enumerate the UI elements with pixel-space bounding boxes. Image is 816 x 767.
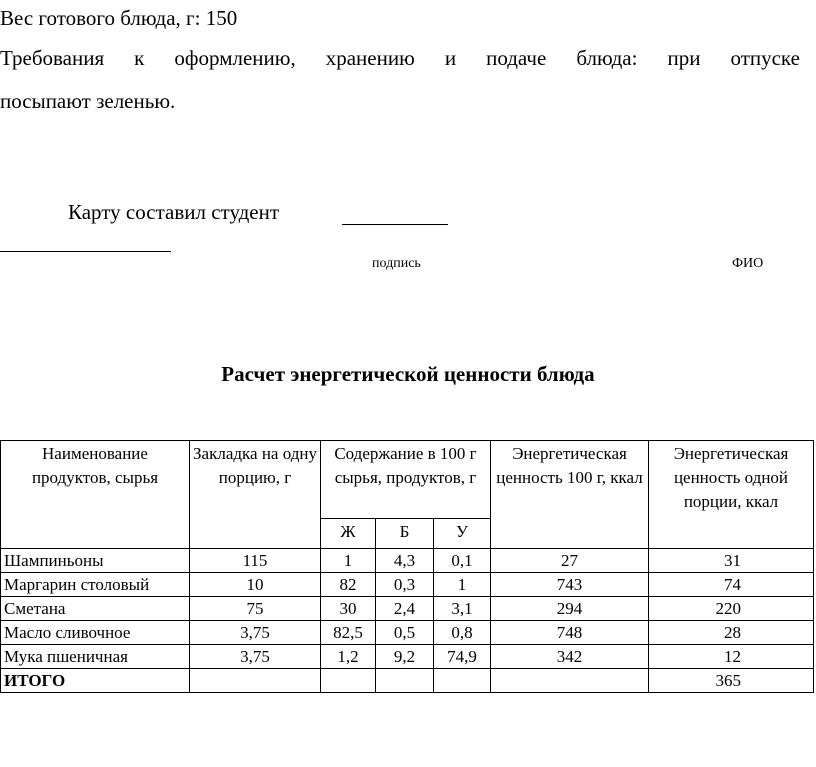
header-content: Содержание в 100 г сырья, продуктов, г (321, 441, 491, 519)
header-energy-100: Энергетическая ценность 100 г, ккал (491, 441, 649, 549)
header-product: Наименование продуктов, сырья (1, 441, 190, 549)
cell-protein: 0,3 (376, 573, 434, 597)
table-row (1, 549, 814, 573)
cell-energy-100: 342 (491, 645, 649, 669)
dish-weight-line: Вес готового блюда, г: 150 (0, 6, 238, 30)
req-word: блюда: (576, 46, 638, 70)
total-row (1, 669, 814, 693)
energy-value-table (0, 440, 814, 693)
total-value: 365 (649, 669, 814, 693)
req-word: отпуске (730, 46, 800, 70)
empty-cell (434, 669, 491, 693)
cell-portion: 3,75 (190, 645, 321, 669)
cell-product: Шампиньоны (1, 549, 190, 573)
cell-protein: 9,2 (376, 645, 434, 669)
cell-carb: 0,1 (434, 549, 491, 573)
requirements-line-1 (0, 46, 800, 70)
req-word: хранению (325, 46, 415, 70)
cell-energy-portion: 74 (649, 573, 814, 597)
cell-energy-portion: 28 (649, 621, 814, 645)
cell-protein: 2,4 (376, 597, 434, 621)
cell-portion: 10 (190, 573, 321, 597)
empty-cell (491, 669, 649, 693)
cell-carb: 1 (434, 573, 491, 597)
cell-protein: 4,3 (376, 549, 434, 573)
req-word: подаче (486, 46, 547, 70)
cell-portion: 3,75 (190, 621, 321, 645)
empty-cell (321, 669, 376, 693)
cell-product: Мука пшеничная (1, 645, 190, 669)
req-word: Требования (0, 46, 105, 70)
cell-portion: 115 (190, 549, 321, 573)
cell-fat: 82,5 (321, 621, 376, 645)
cell-carb: 74,9 (434, 645, 491, 669)
signature-blank-line (342, 224, 448, 225)
cell-energy-portion: 12 (649, 645, 814, 669)
req-word: и (444, 46, 457, 70)
header-carb: У (434, 519, 491, 549)
table-row (1, 597, 814, 621)
cell-energy-100: 27 (491, 549, 649, 573)
cell-product: Сметана (1, 597, 190, 621)
req-word: к (134, 46, 145, 70)
cell-energy-portion: 31 (649, 549, 814, 573)
header-energy-portion: Энергетическая ценность одной порции, ккал (649, 441, 814, 549)
cell-product: Маргарин столовый (1, 573, 190, 597)
table-row (1, 573, 814, 597)
req-word: оформлению, (174, 46, 296, 70)
cell-energy-portion: 220 (649, 597, 814, 621)
cell-fat: 1,2 (321, 645, 376, 669)
name-caption: ФИО (732, 256, 764, 271)
cell-energy-100: 294 (491, 597, 649, 621)
cell-energy-100: 748 (491, 621, 649, 645)
req-word: при (667, 46, 701, 70)
signature-caption: подпись (372, 256, 421, 271)
cell-portion: 75 (190, 597, 321, 621)
cell-product: Масло сливочное (1, 621, 190, 645)
cell-fat: 1 (321, 549, 376, 573)
header-fat: Ж (321, 519, 376, 549)
cell-energy-100: 743 (491, 573, 649, 597)
empty-cell (376, 669, 434, 693)
empty-cell (190, 669, 321, 693)
cell-carb: 3,1 (434, 597, 491, 621)
total-label: ИТОГО (1, 669, 190, 693)
cell-fat: 30 (321, 597, 376, 621)
header-protein: Б (376, 519, 434, 549)
cell-fat: 82 (321, 573, 376, 597)
header-portion: Закладка на одну порцию, г (190, 441, 321, 549)
table-row (1, 645, 814, 669)
requirements-line-2: посыпают зеленью. (0, 89, 176, 113)
compiled-by-label: Карту составил студент (68, 200, 280, 224)
cell-protein: 0,5 (376, 621, 434, 645)
name-blank-line (0, 251, 171, 252)
table-row (1, 621, 814, 645)
cell-carb: 0,8 (434, 621, 491, 645)
table-title: Расчет энергетической ценности блюда (221, 362, 595, 386)
